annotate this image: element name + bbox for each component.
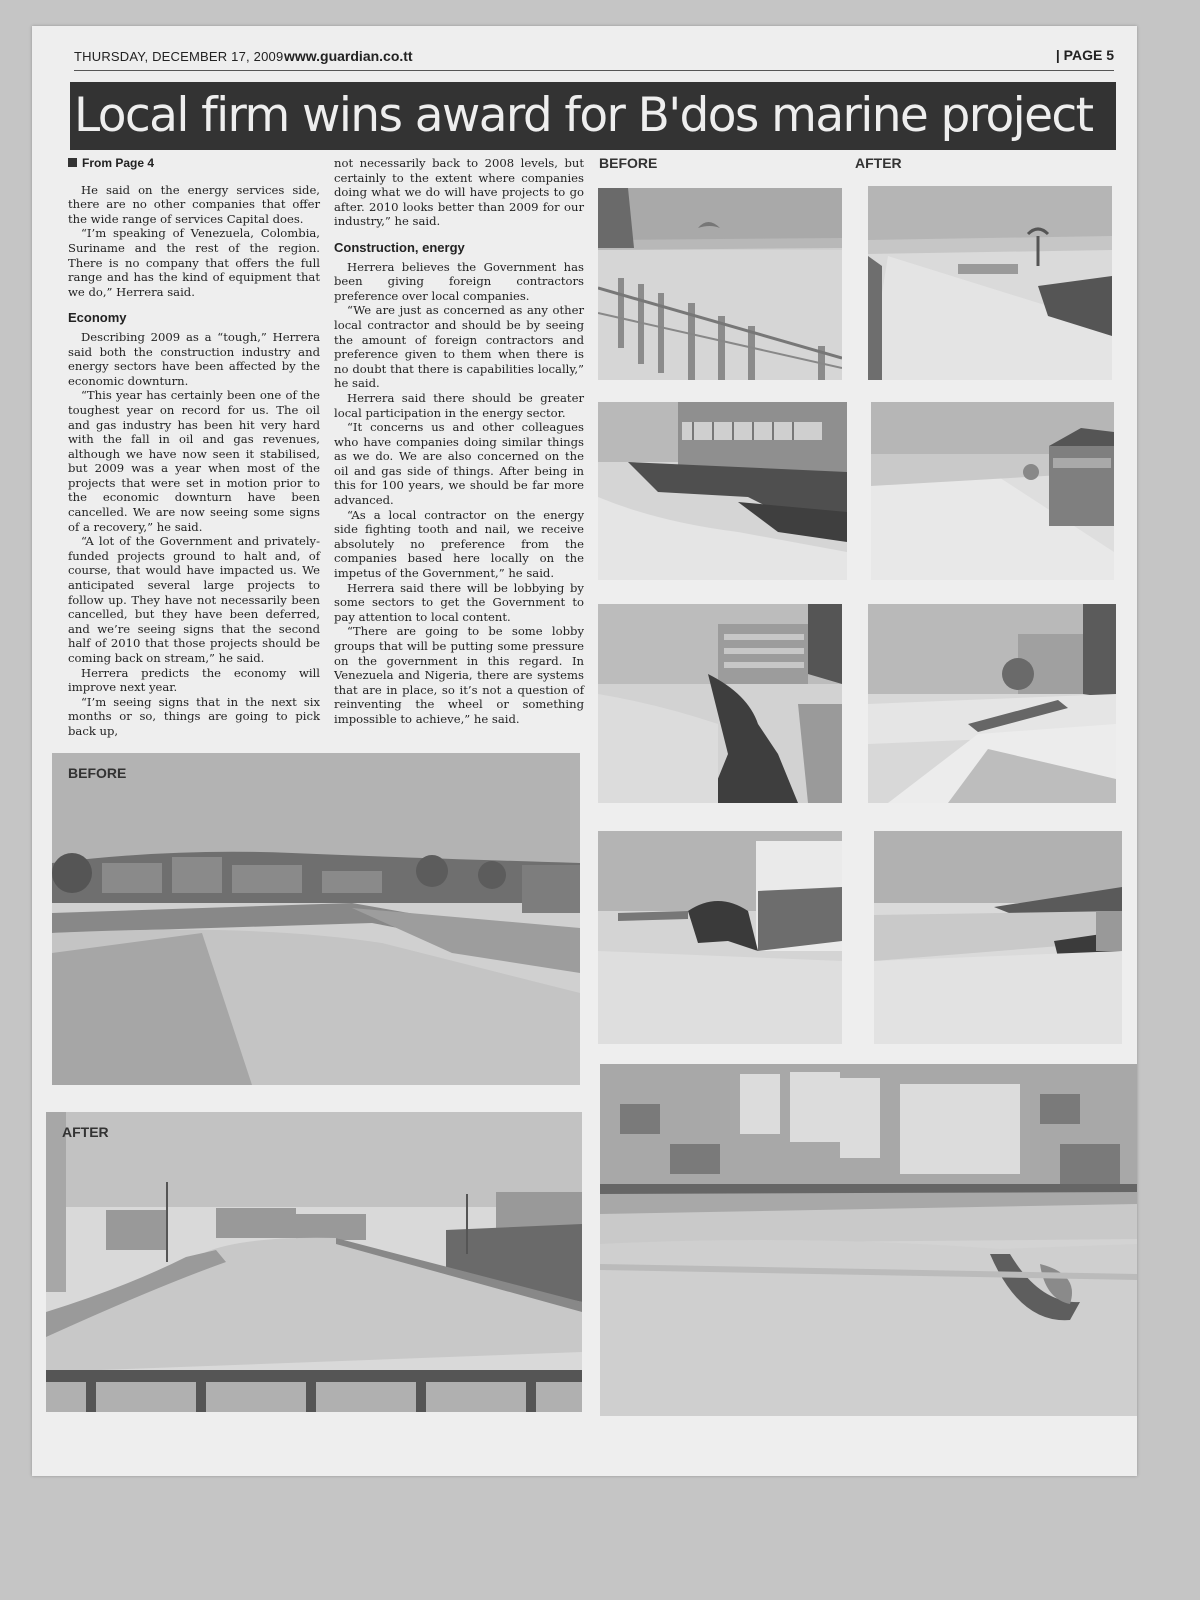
paragraph: not necessarily back to 2008 levels, but certainly to the extent where companies doing what we do will have projects to go after. 2010 looks better than 2009 for our industry,” he said. bbox=[334, 156, 584, 229]
photo-before-2 bbox=[598, 402, 847, 580]
grid-before-label: BEFORE bbox=[599, 155, 658, 171]
newspaper-page bbox=[32, 26, 1137, 1476]
paragraph: Herrera said there will be lobbying by some sectors to get the Government to pay attention to local content. bbox=[334, 580, 584, 624]
canal-after-image bbox=[46, 1112, 582, 1412]
photo-before-1 bbox=[598, 188, 842, 380]
cliffs-building-image bbox=[598, 604, 842, 803]
subheading-economy: Economy bbox=[68, 310, 127, 326]
photo-after-2 bbox=[871, 402, 1114, 580]
photo-after-4 bbox=[874, 831, 1122, 1044]
page-header bbox=[74, 46, 1114, 68]
shoreline-railing-image bbox=[598, 188, 842, 380]
paragraph: “I’m speaking of Venezuela, Colombia, Suriname and the rest of the region. There is no company that offers the full range and has the kind of equipment that we do,” Herrera said. bbox=[68, 226, 320, 299]
headline: Local firm wins award for B'dos marine project bbox=[70, 82, 1116, 150]
photo-after-3 bbox=[868, 604, 1116, 803]
big-photo-after bbox=[46, 1112, 582, 1412]
square-bullet-icon bbox=[68, 158, 77, 167]
paragraph: “We are just as concerned as any other local contractor and should be by seeing the amount of foreign contractors and preference given to them when there is no doubt that there is capabilities locally,” he said. bbox=[334, 303, 584, 391]
photo-before-3 bbox=[598, 604, 842, 803]
seawall-after-image bbox=[868, 604, 1116, 803]
big-after-label: AFTER bbox=[62, 1124, 109, 1140]
paragraph: Herrera predicts the economy will improve next year. bbox=[68, 665, 320, 695]
article-column-1 bbox=[68, 156, 320, 739]
paragraph: Describing 2009 as a “tough,” Herrera said both the construction industry and energy sectors have been affected by the economic downturn. bbox=[68, 329, 320, 388]
beach-after-image bbox=[868, 186, 1112, 380]
from-page-marker bbox=[68, 156, 320, 171]
article-column-2 bbox=[334, 156, 584, 727]
header-page-number: | PAGE 5 bbox=[1055, 47, 1114, 63]
paragraph: “A lot of the Government and privately-funded projects ground to halt and, of course, that would have impacted us. We anticipated several large projects to follow up. They have not necessarily been cancelled, but they have been deferred, and we’re seeing signs that the second half of 2010 that those projects should be coming back on stream,” he said. bbox=[68, 534, 320, 665]
paragraph: “It concerns us and other colleagues who have companies doing similar things as we do. We are also concerned on the oil and gas side of things. After being in this for 100 years, we should be far more advanced. bbox=[334, 420, 584, 508]
header-date: THURSDAY, DECEMBER 17, 2009 bbox=[74, 49, 284, 64]
aerial-coast-image bbox=[600, 1064, 1137, 1416]
grid-after-label: AFTER bbox=[855, 155, 902, 171]
aerial-photo bbox=[600, 1064, 1137, 1416]
paragraph: “I’m seeing signs that in the next six months or so, things are going to pick back up, bbox=[68, 694, 320, 738]
paragraph: Herrera said there should be greater local participation in the energy sector. bbox=[334, 390, 584, 420]
big-before-label: BEFORE bbox=[68, 765, 127, 781]
subheading-construction-energy: Construction, energy bbox=[334, 239, 465, 255]
big-photo-before bbox=[52, 753, 580, 1085]
photo-before-4 bbox=[598, 831, 842, 1044]
photo-after-1 bbox=[868, 186, 1112, 380]
canal-before-image bbox=[52, 753, 580, 1085]
beach-point-after-image bbox=[874, 831, 1122, 1044]
rocky-point-image bbox=[598, 831, 842, 1044]
from-page-text: From Page 4 bbox=[82, 156, 155, 170]
paragraph: “There are going to be some lobby groups that will be putting some pressure on the government in this regard. In Venezuela and Nigeria, there are systems that are in place, so it’s not a question of reinventing the wheel or something impossible to achieve,” he said. bbox=[334, 624, 584, 726]
paragraph: Herrera believes the Government has been giving foreign contractors preference over local companies. bbox=[334, 259, 584, 303]
paragraph: He said on the energy services side, there are no other companies that offer the wide range of services Capital does. bbox=[68, 182, 320, 226]
header-rule bbox=[74, 70, 1114, 71]
header-url: www.guardian.co.tt bbox=[284, 48, 413, 64]
beach-walkway-after-image bbox=[871, 402, 1114, 580]
paragraph: “This year has certainly been one of the toughest year on record for us. The oil and gas industry has been hit very hard with the fall in oil and gas revenues, although we have now seen it stabilised, but 2009 was a year when most of the projects that were set in motion prior to the economic downturn have been cancelled. We are now seeing some signs of a recovery,” he said. bbox=[68, 388, 320, 534]
paragraph: “As a local contractor on the energy side fighting tooth and nail, we receive absolutely no preference from the companies based here locally on the impetus of the Government,” he said. bbox=[334, 507, 584, 581]
building-rocks-image bbox=[598, 402, 847, 580]
